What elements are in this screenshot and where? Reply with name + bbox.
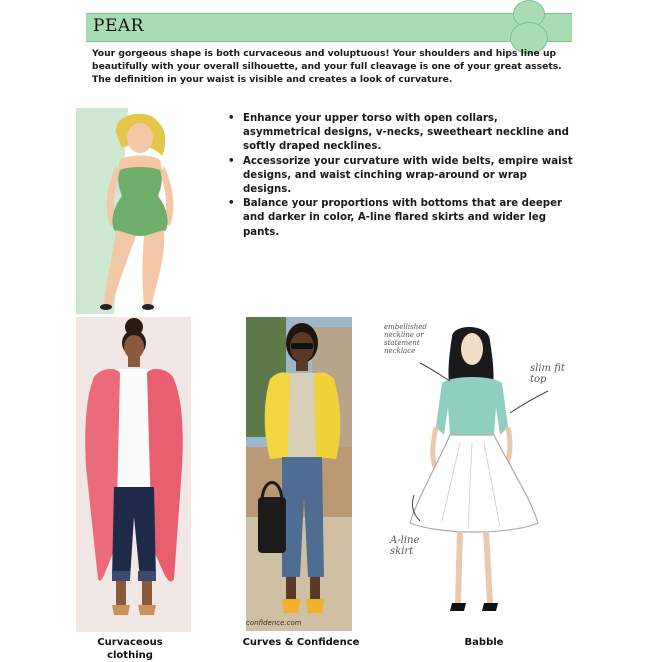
tip-text: Accessorize your curvature with wide belts, empire waist designs, and waist cinching wrap-around or wrap designs. — [243, 155, 573, 196]
pear-shape-illustration — [76, 108, 194, 314]
bullet: • — [228, 155, 235, 167]
photo-watermark: confidence.com — [246, 619, 302, 627]
tips-list — [226, 112, 576, 240]
caption-curvaceous-clothing: Curvaceous clothing — [97, 637, 163, 661]
tip-item — [226, 197, 576, 240]
tip-item — [226, 112, 576, 155]
header-bar — [86, 13, 572, 42]
intro-paragraph: Your gorgeous shape is both curvaceous and voluptuous! Your shoulders and hips line up beautifully with your overall silhouette, and your full cleavage is one of your great assets. The definition in your waist is visible and creates a look of curvature. — [92, 48, 562, 85]
sketch-note-skirt: A-line skirt — [390, 535, 420, 557]
sketch-note-neckline: embellished neckline or statement necklace — [384, 323, 427, 355]
tip-text: Balance your proportions with bottoms that are deeper and darker in color, A-line flared skirts and wider leg pants. — [243, 198, 563, 238]
tip-text: Enhance your upper torso with open collars, asymmetrical designs, v-necks, sweetheart neckline and softly draped necklines. — [243, 113, 569, 153]
page-title: PEAR — [93, 16, 144, 36]
caption-curves-confidence: Curves & Confidence — [242, 637, 360, 648]
tip-item — [226, 155, 576, 198]
bullet: • — [228, 113, 235, 124]
sketch-babble — [380, 317, 580, 631]
bullet: • — [228, 198, 235, 210]
sketch-note-top: slim fit top — [530, 363, 565, 385]
photo-curves-confidence — [246, 317, 352, 631]
caption-babble: Babble — [464, 637, 504, 648]
photo-curvaceous-clothing — [76, 317, 191, 632]
